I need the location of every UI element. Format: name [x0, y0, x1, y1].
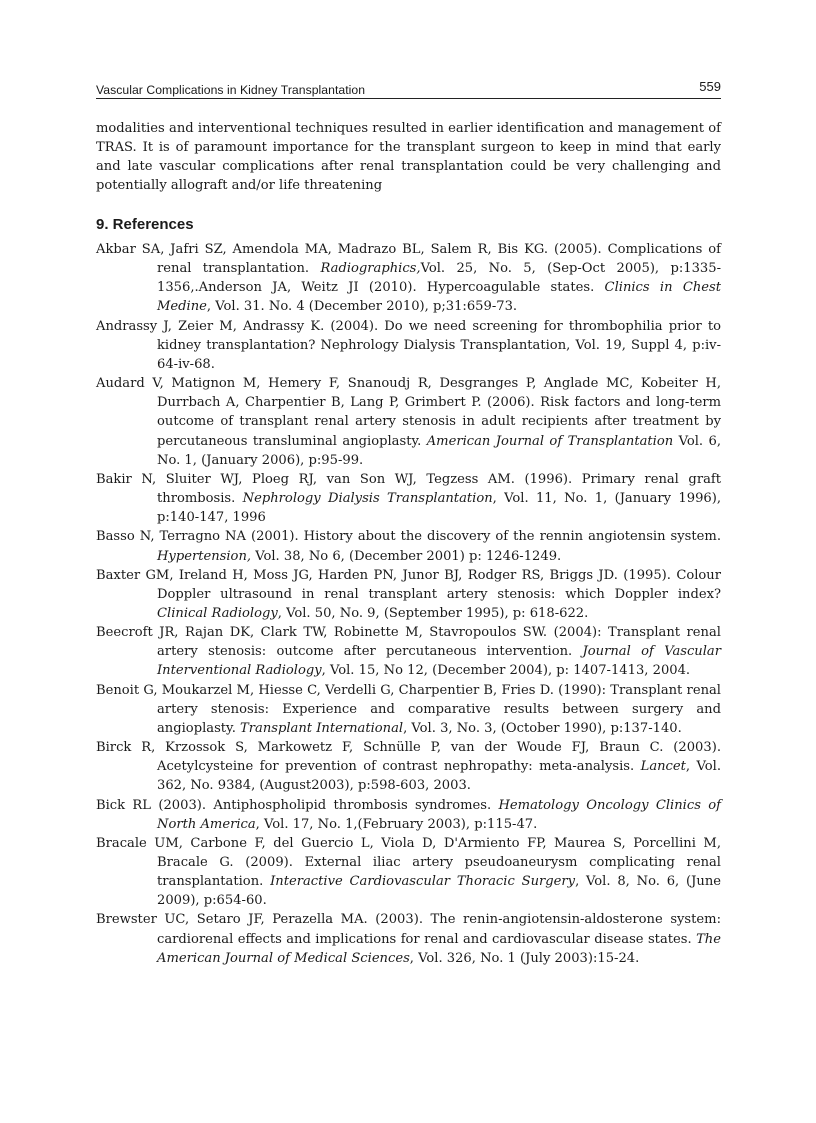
reference-item: Benoit G, Moukarzel M, Hiesse C, Verdelli G, Charpentier B, Fries D. (1990): Transplant renal artery stenosis: Experience and comparative results between surgery and angioplasty. Transplant International, Vol. 3, No. 3, (October 1990), p:137-140. [96, 682, 721, 736]
reference-item: Audard V, Matignon M, Hemery F, Snanoudj R, Desgranges P, Anglade MC, Kobeiter H, Durrbach A, Charpentier B, Lang P, Grimbert P. (2006). Risk factors and long-term outcome of transplant renal artery stenosis in adult recipients after treatment by percutaneous transluminal angioplasty. American Journal of Transplantation Vol. 6, No. 1, (January 2006), p:95-99. [96, 376, 721, 468]
reference-item: Birck R, Krzossok S, Markowetz F, Schnülle P, van der Woude FJ, Braun C. (2003). Acetylcysteine for prevention of contrast nephropathy: meta-analysis. Lancet, Vol. 362, No. 9384, (August2003), p:598-603, 2003. [96, 740, 721, 794]
intro-paragraph: modalities and interventional techniques resulted in earlier identification and management of TRAS. It is of paramount importance for the transplant surgeon to keep in mind that early and late vascular complications after renal transplantation could be very challenging and potentially allograft and/or life threatening [96, 121, 721, 193]
reference-item: Brewster UC, Setaro JF, Perazella MA. (2003). The renin-angiotensin-aldosterone system: cardiorenal effects and implications for renal and cardiovascular disease states. The American Journal of Medical Sciences, Vol. 326, No. 1 (July 2003):15-24. [96, 912, 721, 966]
reference-item: Baxter GM, Ireland H, Moss JG, Harden PN, Junor BJ, Rodger RS, Briggs JD. (1995). Colour Doppler ultrasound in renal transplant artery stenosis: which Doppler index? Clinical Radiology, Vol. 50, No. 9, (September 1995), p: 618-622. [96, 567, 721, 621]
reference-list [96, 240, 721, 968]
section-heading: 9. References [96, 216, 194, 233]
reference-item: Andrassy J, Zeier M, Andrassy K. (2004). Do we need screening for thrombophilia prior to kidney transplantation? Nephrology Dialysis Transplantation, Vol. 19, Suppl 4, p:iv-64-iv-68. [96, 318, 721, 372]
running-title: Vascular Complications in Kidney Transplantation [96, 83, 366, 97]
reference-item: Basso N, Terragno NA (2001). History about the discovery of the rennin angiotensin system. Hypertension, Vol. 38, No 6, (December 2001) p: 1246-1249. [96, 529, 721, 564]
running-header [96, 78, 721, 99]
reference-item: Beecroft JR, Rajan DK, Clark TW, Robinette M, Stavropoulos SW. (2004): Transplant renal artery stenosis: outcome after percutaneous intervention. Journal of Vascular Interventional Radiology, Vol. 15, No 12, (December 2004), p: 1407-1413, 2004. [96, 625, 721, 679]
reference-item: Bracale UM, Carbone F, del Guercio L, Viola D, D'Armiento FP, Maurea S, Porcellini M, Bracale G. (2009). External iliac artery pseudoaneurysm complicating renal transplantation. Interactive Cardiovascular Thoracic Surgery, Vol. 8, No. 6, (June 2009), p:654-60. [96, 835, 721, 909]
page-number: 559 [699, 79, 721, 94]
reference-item: Akbar SA, Jafri SZ, Amendola MA, Madrazo BL, Salem R, Bis KG. (2005). Complications of renal transplantation. Radiographics,Vol. 25, No. 5, (Sep-Oct 2005), p:1335-1356,.Anderson JA, Weitz JI (2010). Hypercoagulable states. Clinics in Chest Medine, Vol. 31. No. 4 (December 2010), p;31:659-73. [96, 242, 722, 315]
document-page [96, 78, 721, 968]
reference-item: Bakir N, Sluiter WJ, Ploeg RJ, van Son WJ, Tegzess AM. (1996). Primary renal graft thrombosis. Nephrology Dialysis Transplantation, Vol. 11, No. 1, (January 1996), p:140-147, 1996 [96, 471, 722, 526]
reference-item: Bick RL (2003). Antiphospholipid thrombosis syndromes. Hematology Oncology Clinics of North America, Vol. 17, No. 1,(February 2003), p:115-47. [96, 797, 721, 832]
